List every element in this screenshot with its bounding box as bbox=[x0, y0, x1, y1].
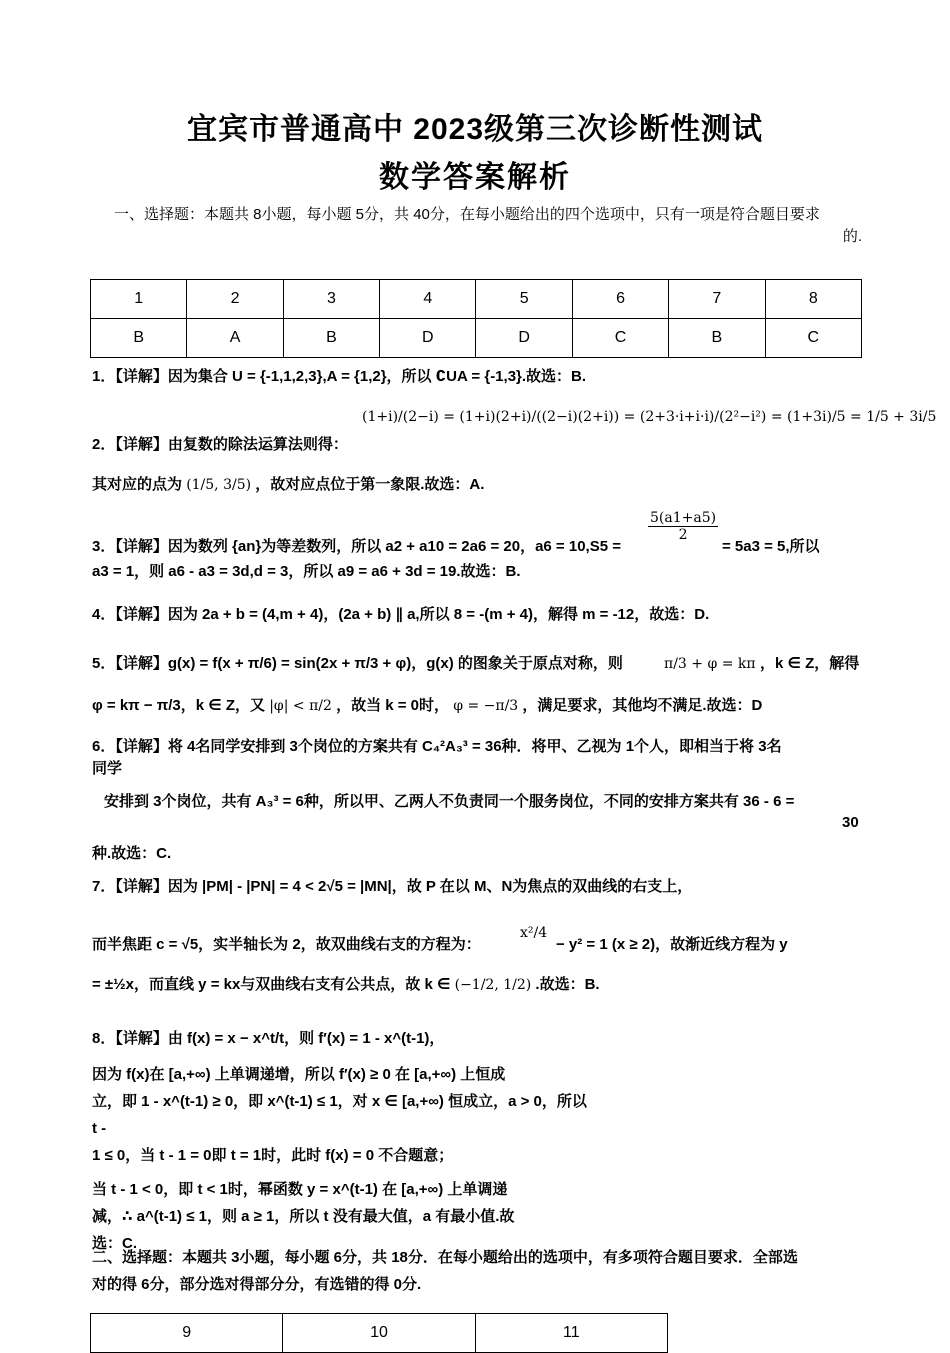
q3-line2: a3 = 1，则 a6 - a3 = 3d,d = 3，所以 a9 = a6 + 3d = 19.故选：B. bbox=[92, 563, 521, 580]
q5-conclusion: ，满足要求，其他均不满足.故选：D bbox=[522, 697, 763, 714]
question-number: 11 bbox=[475, 1314, 667, 1353]
answer-cell: B bbox=[669, 319, 765, 358]
q7-interval: (−1/2, 1/2) bbox=[454, 977, 532, 993]
question-number: 9 bbox=[91, 1314, 283, 1353]
question-number: 1 bbox=[91, 280, 187, 319]
q5-line2-mid: ，故当 k = 0时， bbox=[336, 697, 450, 714]
answer-cell: D bbox=[380, 319, 476, 358]
q5-line2-text: φ = kπ − π/3，k ∈ Z，又 bbox=[92, 697, 266, 714]
answer-table-1-answers bbox=[91, 319, 862, 358]
q8-line4: 1 ≤ 0，当 t - 1 = 0即 t = 1时，此时 f(x) = 0 不合题意； bbox=[92, 1147, 454, 1164]
answer-table-2 bbox=[90, 1313, 668, 1353]
q5-condition: |φ| < π/2 bbox=[269, 698, 332, 714]
q5-line1-text: 5．【详解】g(x) = f(x + π/6) = sin(2x + π/3 + φ)，g(x) 的图象关于原点对称，则 bbox=[92, 655, 623, 672]
q7-line2a: 而半焦距 c = √5，实半轴长为 2，故双曲线右支的方程为： bbox=[92, 936, 481, 953]
q2-conclusion: ，故对应点位于第一象限.故选：A. bbox=[255, 476, 485, 493]
answer-table-1-numbers bbox=[91, 280, 862, 319]
q8-line5: 当 t - 1 < 0，即 t < 1时，幂函数 y = x^(t-1) 在 [a,+∞) 上单调递 bbox=[92, 1181, 508, 1198]
q4-explanation: 4．【详解】因为 2a + b = (4,m + 4)，(2a + b) ∥ a,所以 8 = -(m + 4)，解得 m = -12，故选：D. bbox=[92, 606, 710, 623]
q2-explanation: 2．【详解】由复数的除法运算法则得： bbox=[92, 436, 348, 453]
question-number: 8 bbox=[765, 280, 861, 319]
question-number: 5 bbox=[476, 280, 572, 319]
q6-line3: 安排到 3个岗位，共有 A₃³ = 6种，所以甲、乙两人不负责同一个服务岗位，不同的安排方案共有 36 - 6 = bbox=[104, 793, 795, 810]
question-number: 10 bbox=[283, 1314, 475, 1353]
question-number: 3 bbox=[283, 280, 379, 319]
q5-line1 bbox=[92, 653, 623, 675]
q2-line2-text: 其对应的点为 bbox=[92, 476, 183, 493]
q2-point: (1/5, 3/5) bbox=[186, 477, 252, 493]
answer-cell: B bbox=[283, 319, 379, 358]
q7-conclusion: .故选：B. bbox=[535, 976, 600, 993]
document-subtitle: 数学答案解析 bbox=[379, 161, 571, 194]
q8-line1: 8．【详解】由 f(x) = x − x^t/t，则 f′(x) = 1 - x^(t-1)， bbox=[92, 1030, 445, 1047]
q5-result: φ = −π/3 bbox=[453, 698, 519, 714]
q2-formula: (1+i)/(2−i) = (1+i)(2+i)/((2−i)(2+i)) = (2+3·i+i·i)/(2²−i²) = (1+3i)/5 = 1/5 + 3i/5 bbox=[362, 409, 937, 425]
question-number: 7 bbox=[669, 280, 765, 319]
q3-s5-fraction bbox=[646, 510, 720, 543]
q2-line2 bbox=[92, 474, 484, 496]
q7-line3 bbox=[92, 974, 600, 996]
q7-line2b: − y² = 1 (x ≥ 2)，故渐近线方程为 y bbox=[556, 936, 788, 953]
q6-line3-end: 30 bbox=[842, 814, 859, 831]
q3-frac-numerator: 5(a1+a5) bbox=[650, 510, 717, 526]
q8-line6: 减，∴ a^(t-1) ≤ 1，则 a ≥ 1，所以 t 没有最大值，a 有最小值.故 bbox=[92, 1208, 515, 1225]
answer-cell: D bbox=[476, 319, 572, 358]
answer-cell: C bbox=[765, 319, 861, 358]
section2-heading: 二、选择题：本题共 3小题，每小题 6分，共 18分．在每小题给出的选项中，有多项符合题目要求．全部选 bbox=[92, 1249, 798, 1266]
q7-line1: 7．【详解】因为 |PM| - |PN| = 4 < 2√5 = |MN|，故 P 在以 M、N为焦点的双曲线的右支上， bbox=[92, 878, 693, 895]
q3-frac-denominator: 2 bbox=[678, 527, 688, 543]
q7-fraction: x²/4 bbox=[520, 925, 548, 941]
answer-cell: A bbox=[187, 319, 283, 358]
q5-line1-end: ，k ∈ Z，解得 bbox=[760, 655, 860, 672]
section1-heading bbox=[92, 204, 862, 248]
answer-table-1 bbox=[90, 279, 862, 358]
q8-line3: 立，即 1 - x^(t-1) ≥ 0，即 x^(t-1) ≤ 1，对 x ∈ [a,+∞) 恒成立，a > 0，所以 t - bbox=[92, 1093, 587, 1137]
answer-table-2-numbers bbox=[91, 1314, 668, 1353]
question-number: 6 bbox=[572, 280, 668, 319]
q8-line7: 选：C. bbox=[92, 1235, 138, 1252]
section1-heading-text: 一、选择题：本题共 8小题，每小题 5分，共 40分，在每小题给出的四个选项中，只有一项是符合题目要求 bbox=[114, 206, 820, 223]
q1-explanation: 1．【详解】因为集合 U = {-1,1,2,3},A = {1,2}，所以 ∁UA = {-1,3}.故选：B. bbox=[92, 368, 587, 385]
q5-line2 bbox=[92, 695, 762, 717]
answer-cell: C bbox=[572, 319, 668, 358]
q8-body bbox=[92, 1061, 592, 1257]
q7-line3-text: = ±½x，而直线 y = kx与双曲线右支有公共点，故 k ∈ bbox=[92, 976, 451, 993]
document-title: 宜宾市普通高中 2023级第三次诊断性测试 bbox=[186, 113, 764, 146]
q5-equation: π/3 + φ = kπ bbox=[664, 656, 756, 672]
q3-line1b: = 5a3 = 5,所以 bbox=[722, 538, 820, 555]
q6-line1: 6．【详解】将 4名同学安排到 3个岗位的方案共有 C₄²A₃³ = 36种．将甲、乙视为 1个人，即相当于将 3名 bbox=[92, 738, 782, 755]
question-number: 4 bbox=[380, 280, 476, 319]
section1-heading-end: 的. bbox=[842, 228, 862, 245]
question-number: 2 bbox=[187, 280, 283, 319]
q8-line2: 因为 f(x)在 [a,+∞) 上单调递增，所以 f′(x) ≥ 0 在 [a,+∞) 上恒成 bbox=[92, 1066, 506, 1083]
q6-line4: 种.故选：C. bbox=[92, 845, 172, 862]
answer-cell: B bbox=[91, 319, 187, 358]
section2-heading-cont: 对的得 6分，部分选对得部分分，有选错的得 0分. bbox=[92, 1276, 422, 1293]
q3-line1a: 3．【详解】因为数列 {an}为等差数列，所以 a2 + a10 = 2a6 = 20，a6 = 10,S5 = bbox=[92, 538, 621, 555]
q6-line2: 同学 bbox=[92, 760, 123, 777]
